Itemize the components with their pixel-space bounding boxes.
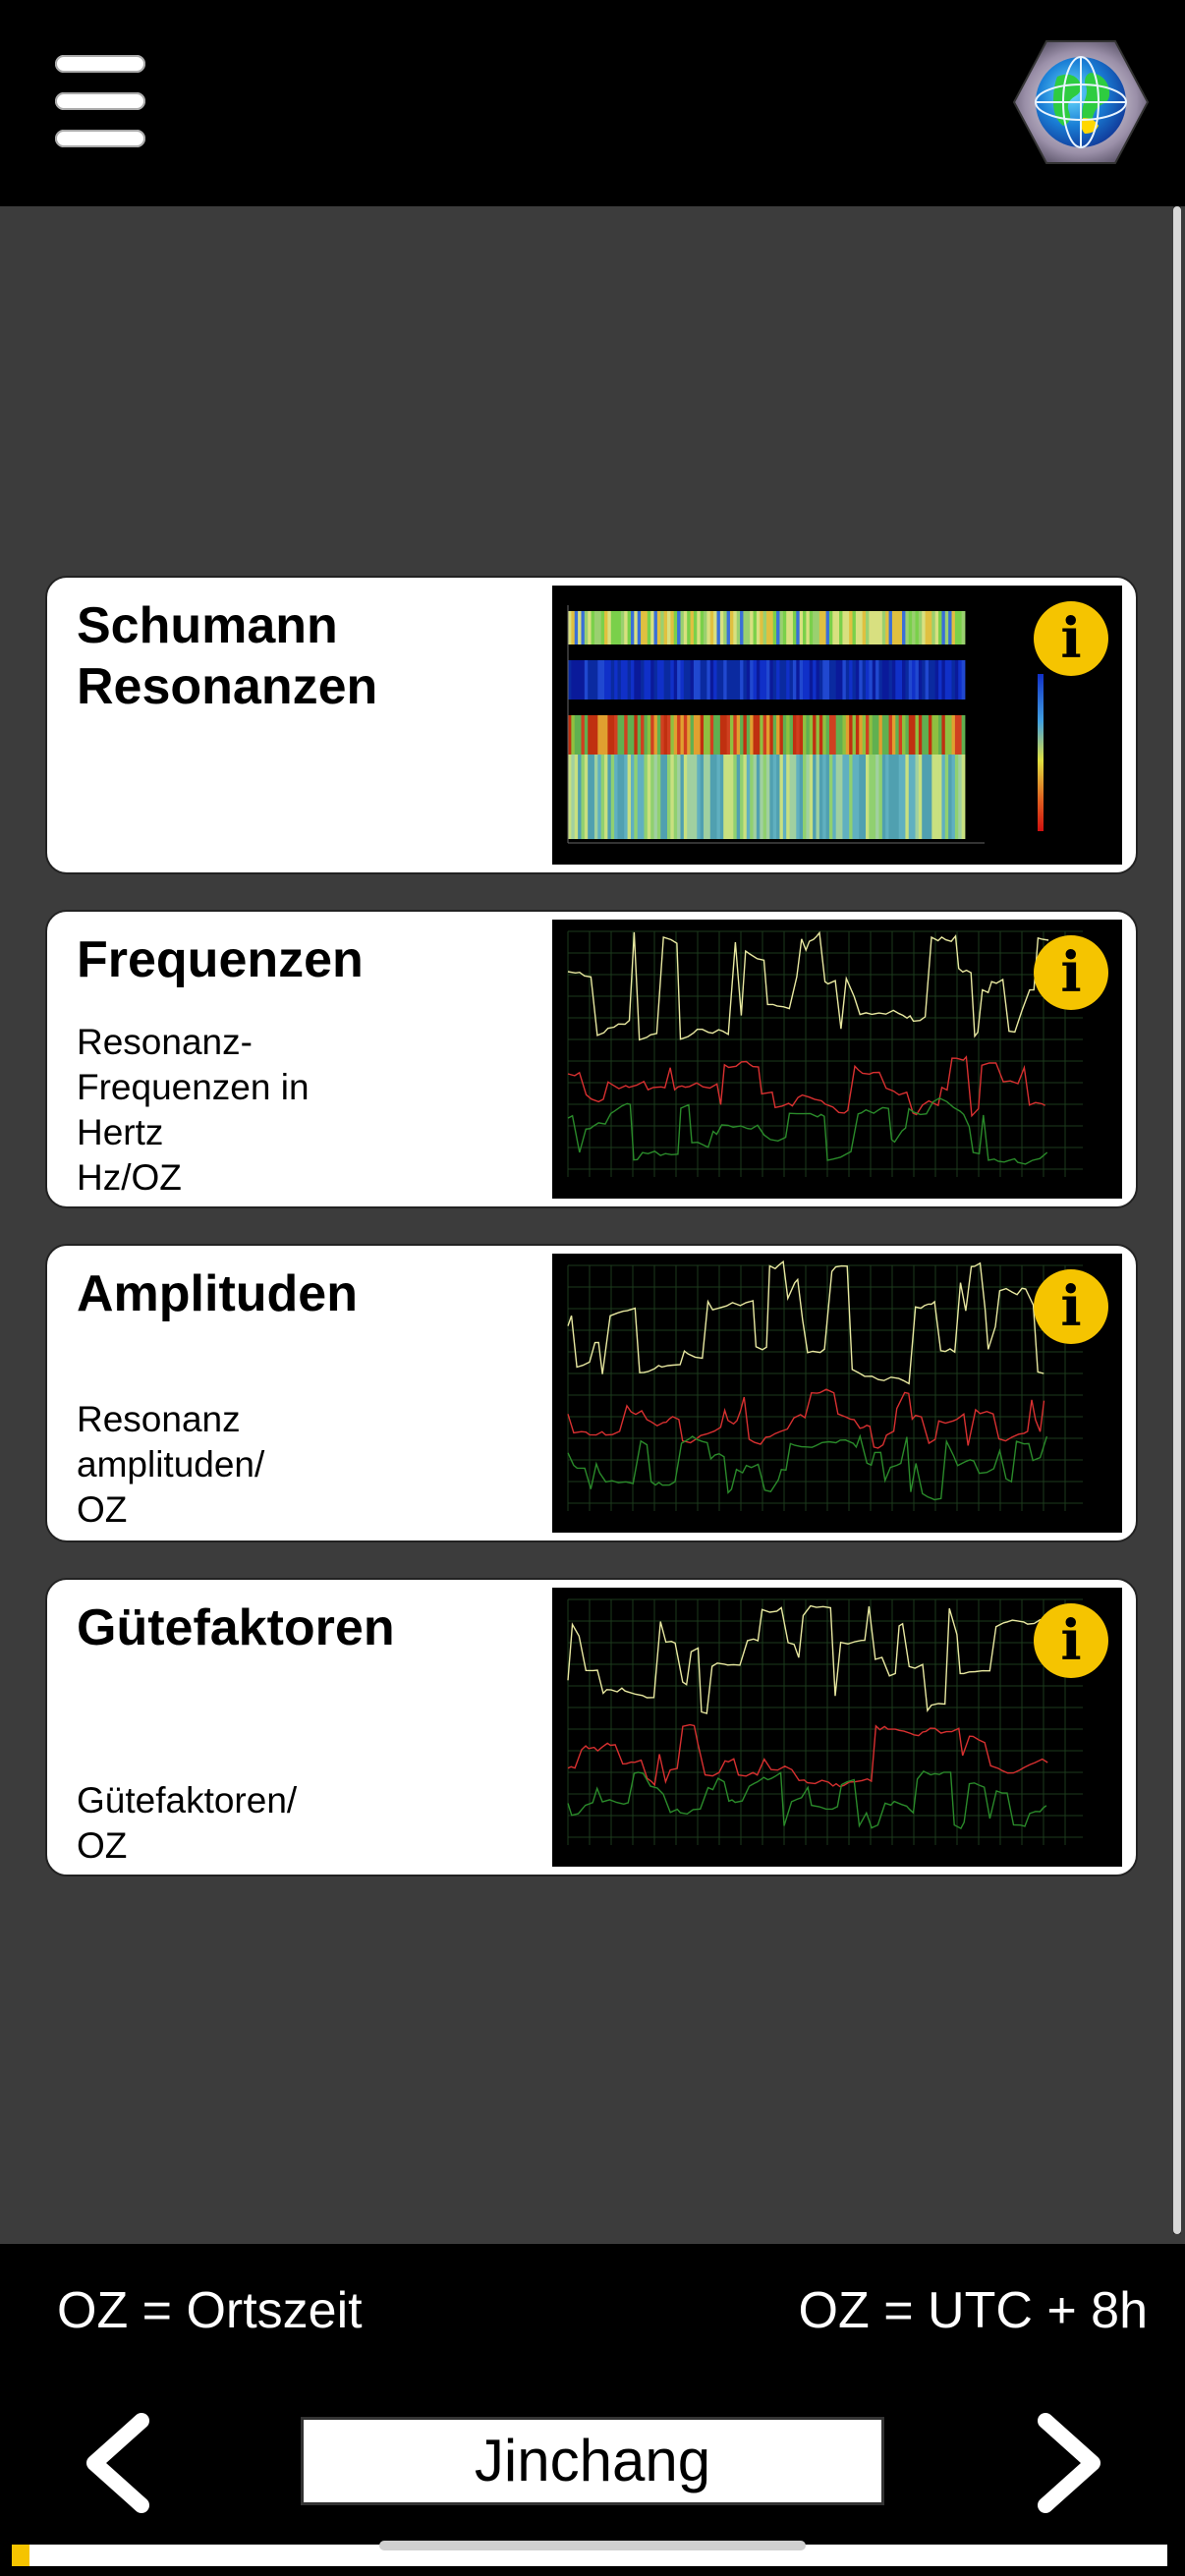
card-subtitle-line: Gütefaktoren/ <box>77 1780 298 1820</box>
scrollbar-thumb[interactable] <box>1173 206 1181 2234</box>
station-selector[interactable]: Jinchang <box>301 2417 884 2505</box>
progress-bar-fill <box>12 2545 29 2566</box>
card-frequenzen[interactable] <box>45 910 1138 1208</box>
chevron-right-icon[interactable] <box>1022 2411 1110 2515</box>
card-title <box>77 1597 538 1658</box>
card-subtitle-line: Hertz <box>77 1112 164 1152</box>
timezone-legend: OZ = Ortszeit <box>57 2282 363 2339</box>
card-subtitle-line: Resonanz- <box>77 1022 253 1062</box>
info-icon[interactable]: i <box>1034 1269 1108 1344</box>
card-amplituden[interactable] <box>45 1244 1138 1542</box>
chevron-left-icon[interactable] <box>77 2411 165 2515</box>
globe-hexagon-logo-icon[interactable] <box>1012 37 1150 167</box>
hamburger-menu-icon[interactable] <box>55 55 145 147</box>
card-subtitle-line: Resonanz <box>77 1399 241 1439</box>
card-subtitle-line: OZ <box>77 1825 128 1866</box>
info-icon[interactable]: i <box>1034 601 1108 676</box>
card-title-line: Gütefaktoren <box>77 1599 395 1656</box>
card-guetefaktoren[interactable] <box>45 1578 1138 1876</box>
card-title <box>77 1263 538 1324</box>
info-icon[interactable]: i <box>1034 1603 1108 1678</box>
card-subtitle <box>77 1020 538 1201</box>
card-subtitle-line: amplituden/ <box>77 1444 265 1484</box>
footer-bar <box>0 2244 1185 2576</box>
info-icon[interactable]: i <box>1034 935 1108 1010</box>
card-title-line: Frequenzen <box>77 931 364 988</box>
timezone-offset: OZ = UTC + 8h <box>798 2282 1148 2339</box>
home-indicator[interactable] <box>379 2541 806 2550</box>
card-subtitle-line: Frequenzen in <box>77 1067 310 1107</box>
card-title <box>77 929 538 990</box>
card-title-line: Amplituden <box>77 1265 358 1322</box>
card-schumann-resonanzen[interactable] <box>45 576 1138 874</box>
card-subtitle-line: OZ <box>77 1489 128 1530</box>
card-subtitle <box>77 1397 538 1533</box>
card-title <box>77 595 538 717</box>
card-subtitle <box>77 1778 538 1869</box>
header-bar <box>0 0 1185 206</box>
card-title-line: Schumann <box>77 597 338 654</box>
card-subtitle-line: Hz/OZ <box>77 1157 182 1198</box>
card-title-line: Resonanzen <box>77 658 378 715</box>
